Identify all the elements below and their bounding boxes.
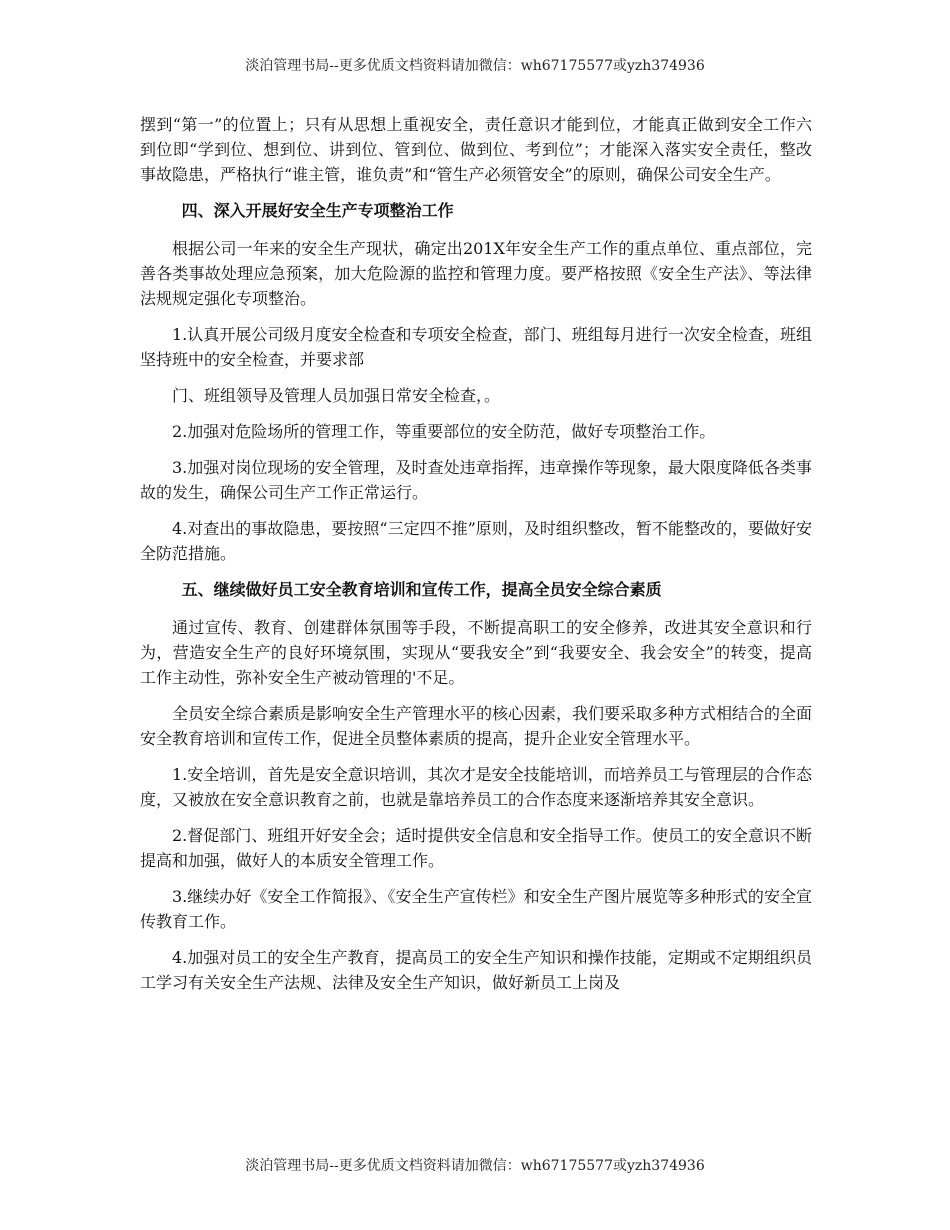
list-item-2: 2.加强对危险场所的管理工作，等重要部位的安全防范，做好专项整治工作。 bbox=[172, 422, 716, 441]
document-body bbox=[140, 112, 812, 1006]
list-item-3: 3.继续办好《安全工作简报》、《安全生产宣传栏》和安全生产图片展览等多种形式的安全宣传教育工作。 bbox=[140, 887, 812, 931]
paragraph-continuation: 摆到“第一”的位置上；只有从思想上重视安全，责任意识才能到位，才能真正做到安全工作六到位即“学到位、想到位、讲到位、管到位、做到位、考到位”；才能深入落实安全责任，整改事故隐患，严格执行“谁主管，谁负责”和“管生产必须管安全”的原则，确保公司安全生产。 bbox=[140, 115, 812, 184]
list-item-1: 1.安全培训，首先是安全意识培训，其次才是安全技能培训，而培养员工与管理层的合作态度，又被放在安全意识教育之前，也就是靠培养员工的合作态度来逐渐培养其安全意识。 bbox=[140, 765, 812, 809]
section-heading-5: 五、继续做好员工安全教育培训和宣传工作，提高全员安全综合素质 bbox=[181, 580, 662, 599]
section-heading-4: 四、深入开展好安全生产专项整治工作 bbox=[181, 201, 454, 220]
page-header: 淡泊管理书局--更多优质文档资料请加微信：wh67175577或yzh374936 bbox=[245, 58, 705, 74]
list-item-2: 2.督促部门、班组开好安全会；适时提供安全信息和安全指导工作。使员工的安全意识不断提高和加强，做好人的本质安全管理工作。 bbox=[140, 826, 812, 870]
list-item-3: 3.加强对岗位现场的安全管理，及时查处违章指挥，违章操作等现象，最大限度降低各类事故的发生，确保公司生产工作正常运行。 bbox=[140, 458, 812, 502]
paragraph: 根据公司一年来的安全生产现状，确定出201X年安全生产工作的重点单位、重点部位，完善各类事故处理应急预案，加大危险源的监控和管理力度。要严格按照《安全生产法》、等法律法规规定强化专项整治。 bbox=[140, 239, 812, 308]
paragraph-fragment: 门、班组领导及管理人员加强日常安全检查，。 bbox=[172, 386, 501, 405]
paragraph: 全员安全综合素质是影响安全生产管理水平的核心因素，我们要采取多种方式相结合的全面安全教育培训和宣传工作，促进全员整体素质的提高，提升企业安全管理水平。 bbox=[140, 704, 813, 748]
list-item-1: 1.认真开展公司级月度安全检查和专项安全检查，部门、班组每月进行一次安全检查，班组坚持班中的安全检查，并要求部 bbox=[140, 325, 812, 369]
list-item-4: 4.对查出的事故隐患，要按照“三定四不推”原则，及时组织整改，暂不能整改的，要做好安全防范措施。 bbox=[140, 519, 812, 563]
list-item-4: 4.加强对员工的安全生产教育，提高员工的安全生产知识和操作技能，定期或不定期组织员工学习有关安全生产法规、法律及安全生产知识，做好新员工上岗及 bbox=[140, 948, 812, 992]
page-footer: 淡泊管理书局--更多优质文档资料请加微信：wh67175577或yzh374936 bbox=[245, 1158, 705, 1174]
paragraph: 通过宣传、教育、创建群体氛围等手段，不断提高职工的安全修养，改进其安全意识和行为，营造安全生产的良好环境氛围，实现从“要我安全”到“我要安全、我会安全”的转变，提高工作主动性，弥补安全生产被动管理的'不足。 bbox=[140, 618, 812, 687]
